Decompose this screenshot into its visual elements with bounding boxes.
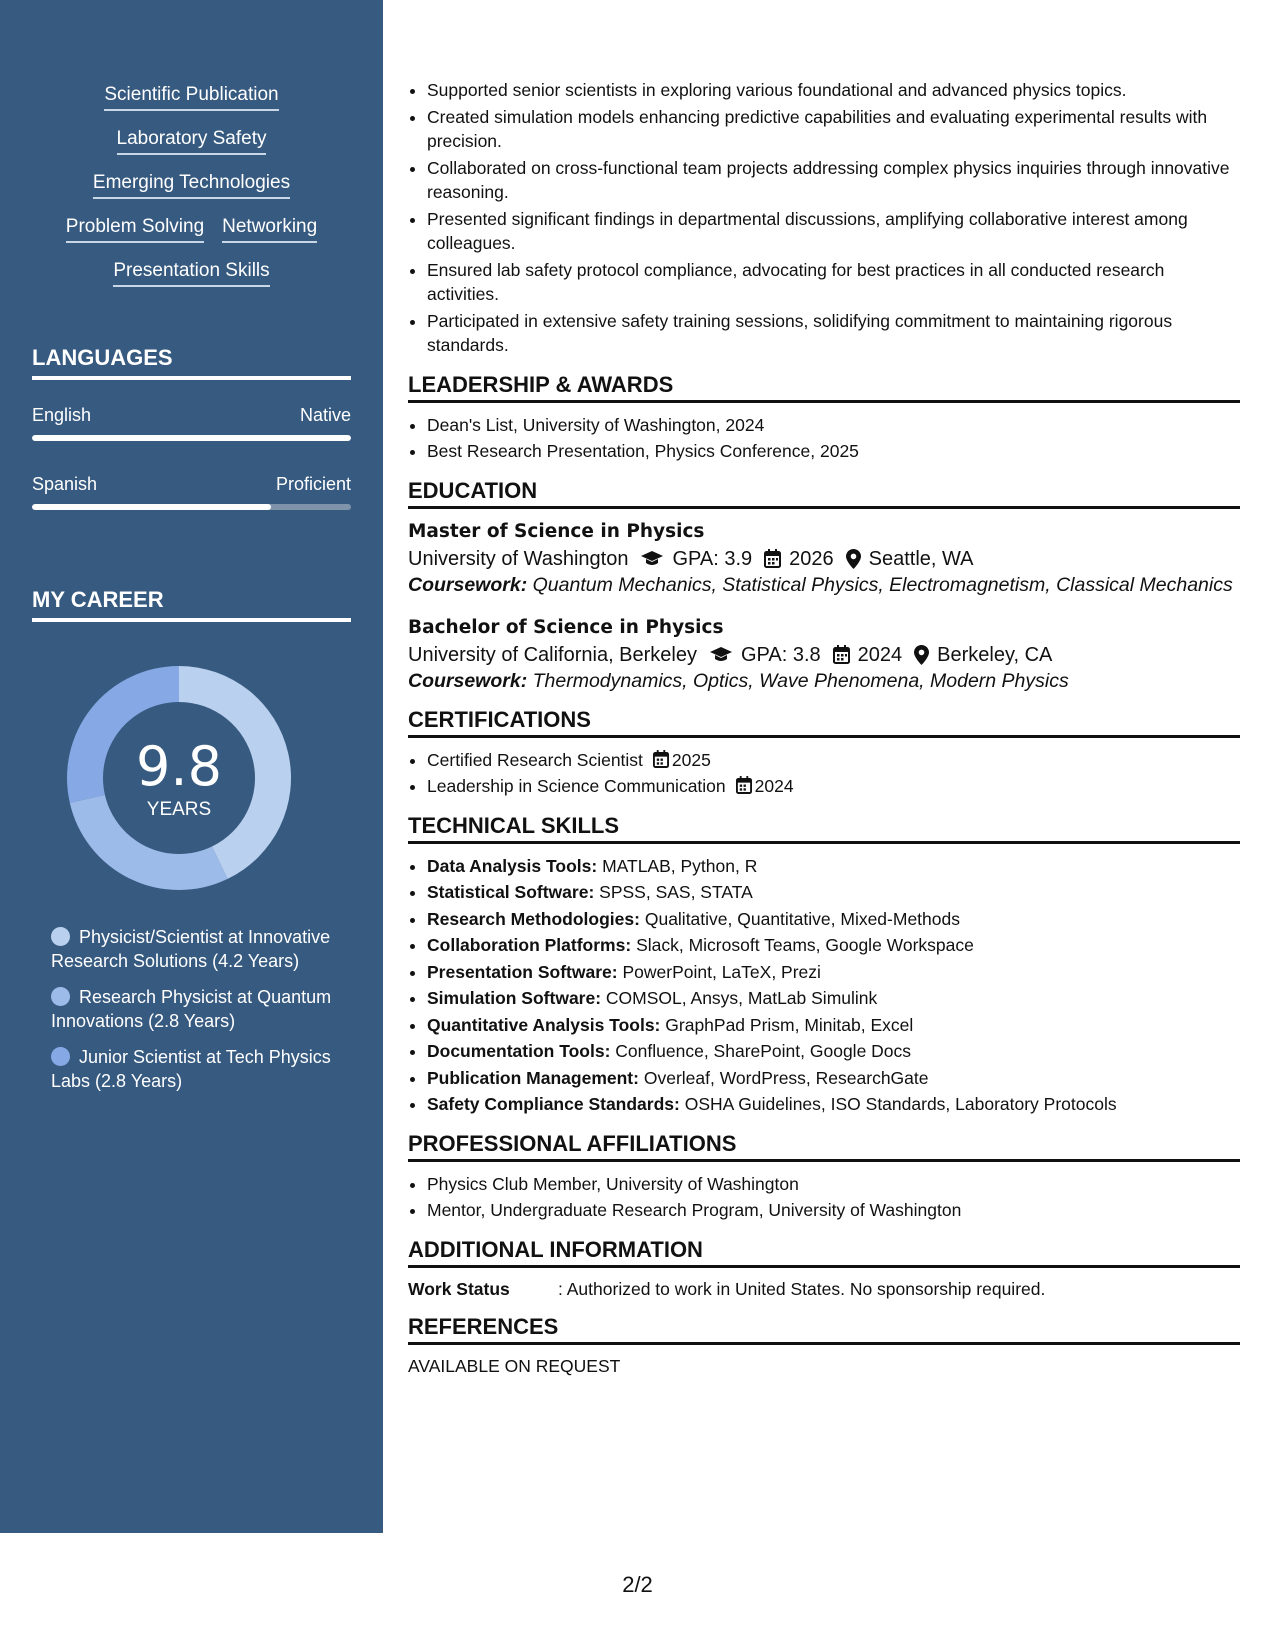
career-list xyxy=(51,925,351,1105)
legend-dot-icon xyxy=(51,987,70,1006)
location: Berkeley, CA xyxy=(937,643,1053,666)
certification-year: 2025 xyxy=(671,749,711,770)
technical-skill-item xyxy=(427,1039,1240,1064)
skill-value: COMSOL, Ansys, MatLab Simulink xyxy=(605,988,878,1008)
technical-skill-item xyxy=(427,854,1240,879)
graduation-year: 2024 xyxy=(857,643,903,666)
language-bar-fill xyxy=(32,504,271,510)
affiliations-heading: PROFESSIONAL AFFILIATIONS xyxy=(408,1131,1240,1162)
experience-bullet: • Ensured lab safety protocol compliance, advocating for best practices in all conducted research activities. xyxy=(427,258,1240,307)
career-item-text: Physicist/Scientist at Innovative Research Solutions (4.2 Years) xyxy=(51,927,331,971)
certifications-list xyxy=(408,748,1240,799)
career-item xyxy=(51,1045,351,1093)
education-details xyxy=(408,545,1240,573)
language-english xyxy=(32,404,351,441)
skill-value: PowerPoint, LaTeX, Prezi xyxy=(622,961,821,982)
skill-label: Presentation Software: xyxy=(427,961,618,982)
language-name: Spanish xyxy=(32,474,98,494)
career-total-years: 9.8 xyxy=(136,735,222,798)
technical-skill-item xyxy=(427,1092,1240,1117)
career-item xyxy=(51,985,351,1033)
leadership-item: • Dean's List, University of Washington, 2024 xyxy=(427,413,1240,438)
language-level: Proficient xyxy=(275,474,351,494)
work-status-label: Work Status xyxy=(408,1278,510,1299)
skill-value: GraphPad Prism, Minitab, Excel xyxy=(665,1014,914,1035)
leadership-item: • Best Research Presentation, Physics Conference, 2025 xyxy=(427,439,1240,464)
experience-bullet: • Supported senior scientists in exploring various foundational and advanced physics topics. xyxy=(427,78,1240,103)
references-heading: REFERENCES xyxy=(408,1314,1240,1345)
technical-skill-item xyxy=(427,1013,1240,1038)
sidebar xyxy=(0,0,383,1533)
coursework-text: Thermodynamics, Optics, Wave Phenomena, Modern Physics xyxy=(532,669,1069,692)
leadership-list xyxy=(408,413,1240,464)
certification-year: 2024 xyxy=(754,776,794,796)
graduation-cap-icon xyxy=(709,646,733,664)
career-item xyxy=(51,925,351,973)
skill-value: Confluence, SharePoint, Google Docs xyxy=(615,1041,912,1061)
leadership-heading: LEADERSHIP & AWARDS xyxy=(408,372,1240,403)
skill-label: Safety Compliance Standards: xyxy=(427,1094,680,1114)
work-status-value: : Authorized to work in United States. No sponsorship required. xyxy=(558,1278,1046,1299)
certifications-heading: CERTIFICATIONS xyxy=(408,707,1240,738)
skill-tag: Networking xyxy=(222,216,317,243)
skill-value: SPSS, SAS, STATA xyxy=(599,882,753,902)
language-bar-track xyxy=(32,435,351,441)
experience-bullet: • Presented significant findings in departmental discussions, amplifying collaborative interest among colleagues. xyxy=(427,207,1240,256)
languages-heading: LANGUAGES xyxy=(32,345,351,380)
career-donut-chart xyxy=(66,665,292,891)
skills-list xyxy=(0,84,383,304)
affiliation-item: • Mentor, Undergraduate Research Program, University of Washington xyxy=(427,1198,1240,1223)
skill-tag: Presentation Skills xyxy=(113,260,269,287)
technical-skill-item xyxy=(427,1066,1240,1091)
education-entry xyxy=(408,519,1240,597)
technical-skill-item xyxy=(427,933,1240,958)
skill-label: Documentation Tools: xyxy=(427,1041,611,1061)
technical-skill-item xyxy=(427,880,1240,905)
degree-title: Bachelor of Science in Physics xyxy=(408,616,724,638)
coursework-label: Coursework: xyxy=(408,573,528,596)
school-name: University of Washington xyxy=(408,547,629,570)
work-status-row xyxy=(408,1278,1240,1300)
career-item-text: Research Physicist at Quantum Innovations (2.8 Years) xyxy=(51,987,332,1031)
location-pin-icon xyxy=(846,549,861,569)
degree-title: Master of Science in Physics xyxy=(408,520,705,542)
experience-bullet: • Collaborated on cross-functional team projects addressing complex physics inquiries through innovative reasoning. xyxy=(427,156,1240,205)
skill-value: Slack, Microsoft Teams, Google Workspace xyxy=(636,935,974,955)
gpa: GPA: 3.8 xyxy=(741,643,821,666)
legend-dot-icon xyxy=(51,1047,70,1066)
graduation-cap-icon xyxy=(640,550,664,568)
language-bar-track xyxy=(32,504,351,510)
legend-dot-icon xyxy=(51,927,70,946)
technical-skills-list xyxy=(408,854,1240,1117)
skill-label: Statistical Software: xyxy=(427,882,595,902)
graduation-year: 2026 xyxy=(789,547,834,570)
education-entry xyxy=(408,615,1240,693)
calendar-icon xyxy=(833,645,850,664)
skill-label: Simulation Software: xyxy=(427,988,602,1008)
page-number: 2/2 xyxy=(622,1572,653,1597)
references-text: AVAILABLE ON REQUEST xyxy=(408,1355,621,1376)
education-heading: EDUCATION xyxy=(408,478,1240,509)
language-name: English xyxy=(32,405,92,425)
certification-item xyxy=(427,774,1240,799)
skill-label: Publication Management: xyxy=(427,1067,639,1088)
skill-label: Research Methodologies: xyxy=(427,908,640,929)
technical-skill-item xyxy=(427,907,1240,932)
skill-tag: Problem Solving xyxy=(66,216,204,243)
language-bar-fill xyxy=(32,435,351,441)
experience-bullet: • Created simulation models enhancing predictive capabilities and evaluating experimental results with precision. xyxy=(427,105,1240,154)
calendar-icon xyxy=(764,549,781,568)
career-heading: MY CAREER xyxy=(32,587,351,622)
technical-skill-item xyxy=(427,986,1240,1011)
affiliations-list xyxy=(408,1172,1240,1223)
skill-value: OSHA Guidelines, ISO Standards, Laboratory Protocols xyxy=(684,1094,1117,1114)
experience-bullet: • Participated in extensive safety training sessions, solidifying commitment to maintaining rigorous standards. xyxy=(427,309,1240,358)
certification-name: Certified Research Scientist xyxy=(427,749,643,770)
certification-name: Leadership in Science Communication xyxy=(427,776,726,796)
location: Seattle, WA xyxy=(868,547,974,570)
school-name: University of California, Berkeley xyxy=(408,643,697,666)
coursework-text: Quantum Mechanics, Statistical Physics, Electromagnetism, Classical Mechanics xyxy=(532,573,1233,596)
education-details xyxy=(408,641,1240,669)
skill-tag: Laboratory Safety xyxy=(117,128,267,155)
skill-value: Qualitative, Quantitative, Mixed-Methods xyxy=(644,908,960,929)
language-spanish xyxy=(32,473,351,510)
coursework-label: Coursework: xyxy=(408,669,528,692)
coursework xyxy=(408,669,1240,693)
technical-skill-item xyxy=(427,960,1240,985)
technical-skills-heading: TECHNICAL SKILLS xyxy=(408,813,1240,844)
skill-value: MATLAB, Python, R xyxy=(602,855,758,876)
main-content xyxy=(408,78,1240,1377)
coursework xyxy=(408,573,1240,597)
calendar-icon xyxy=(653,750,669,768)
affiliation-item: • Physics Club Member, University of Washington xyxy=(427,1172,1240,1197)
gpa: GPA: 3.9 xyxy=(672,547,753,570)
calendar-icon xyxy=(736,776,752,794)
skill-label: Collaboration Platforms: xyxy=(427,935,632,955)
skill-tag: Emerging Technologies xyxy=(93,172,290,199)
skill-label: Quantitative Analysis Tools: xyxy=(427,1014,661,1035)
additional-info-heading: ADDITIONAL INFORMATION xyxy=(408,1237,1240,1268)
career-total-unit: YEARS xyxy=(146,799,212,820)
location-pin-icon xyxy=(914,645,929,665)
skill-tag: Scientific Publication xyxy=(104,84,278,111)
career-item-text: Junior Scientist at Tech Physics Labs (2.8 Years) xyxy=(51,1047,331,1091)
experience-bullets xyxy=(408,78,1240,358)
language-level: Native xyxy=(299,405,351,425)
skill-value: Overleaf, WordPress, ResearchGate xyxy=(643,1067,929,1088)
skill-label: Data Analysis Tools: xyxy=(427,855,598,876)
certification-item xyxy=(427,748,1240,773)
